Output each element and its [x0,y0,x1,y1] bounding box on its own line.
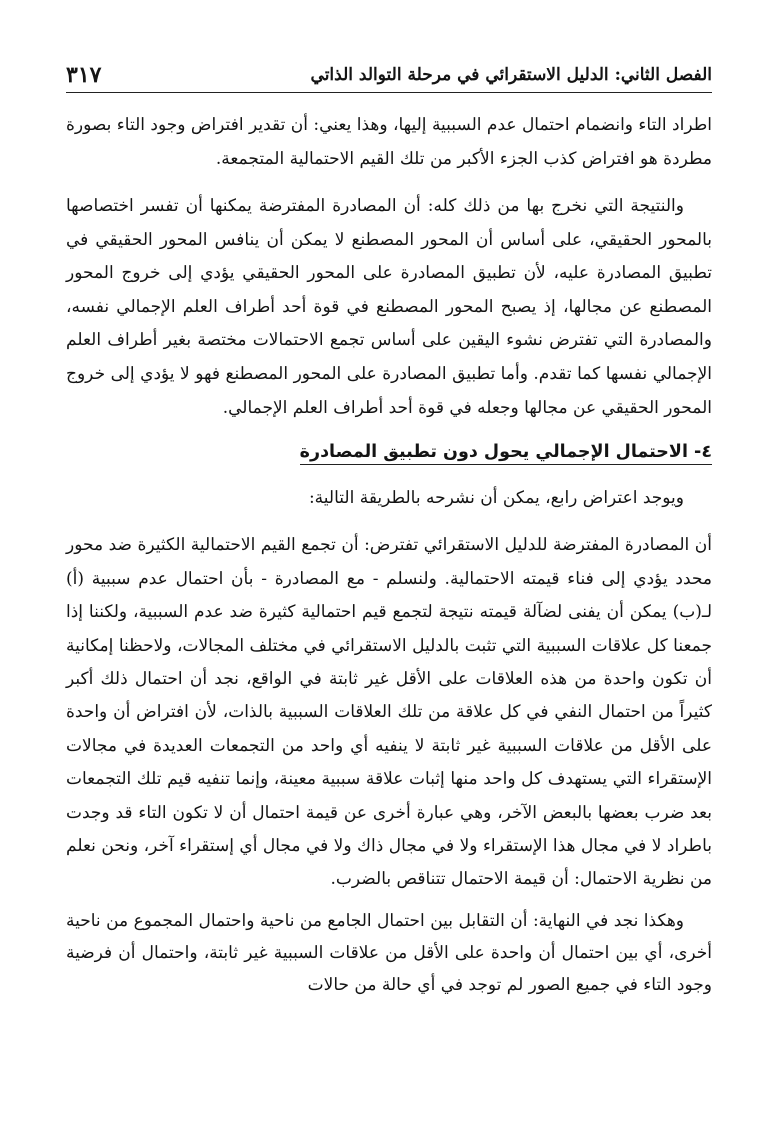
paragraph-2: والنتيجة التي نخرج بها من ذلك كله: أن المصادرة المفترضة يمكنها أن تفسر اختصاصها بالمحور الحقيقي، على أساس أن المحور المصطنع لا يمكن أن ينافس المحور الحقيقي في تطبيق المصادرة عليه، لأن تطبيق المصادرة على المحور الحقيقي يؤدي إلى خروج المحور المصطنع عن مجالها، إذ يصبح المحور المصطنع في قوة أحد أطراف العلم الإجمالي نفسه، والمصادرة التي تفترض نشوء اليقين على أساس تجمع الاحتمالات مختصة بغير أطراف العلم الإجمالي نفسها كما تقدم. وأما تطبيق المصادرة على المحور المصطنع فهو لا يؤدي إلى خروج المحور الحقيقي عن مجالها وجعله في قوة أحد أطراف العلم الإجمالي. [66,196,712,418]
paragraph-4: أن المصادرة المفترضة للدليل الاستقرائي تفترض: أن تجمع القيم الاحتمالية الكثيرة ضد محور محدد يؤدي إلى فناء قيمته الاحتمالية. ولنسلم - مع المصادرة - بأن احتمال عدم سببية (أ) لـ(ب) يمكن أن يفنى لضآلة قيمته نتيجة لتجمع قيم احتمالية كثيرة ضد عدم السببية، ولكننا إذا جمعنا كل علاقات السببية التي تثبت بالدليل الاستقرائي في مختلف المجالات، ولاحظنا إمكانية أن تكون واحدة من هذه العلاقات على الأقل غير ثابتة في الواقع، نجد أن احتمال ذلك أكبر كثيراً من احتمال النفي في كل علاقة من تلك العلاقات السببية بالذات، لأن افتراض أن واحدة على الأقل من علاقات السببية غير ثابتة لا ينفيه أي واحد من التجمعات العديدة في مجالات الإستقراء التي يستهدف كل واحد منها إثبات علاقة سببية معينة، وإنما تنفيه قيم تلك التجمعات بعد ضرب بعضها بالبعض الآخر، وهي عبارة أخرى عن قيمة احتمال أن لا تكون التاء قد وجدت باطراد لا في مجال هذا الإستقراء ولا في مجال ذاك ولا في مجال أي إستقراء آخر، ونحن نعلم من نظرية الاحتمال: أن قيمة الاحتمال تتناقص بالضرب. [66,535,712,890]
paragraph-1: اطراد التاء وانضمام احتمال عدم السببية إليها، وهذا يعني: أن تقدير افتراض وجود التاء بصورة مطردة هو افتراض كذب الجزء الأكبر من تلك القيم الاحتمالية المتجمعة. [66,115,712,169]
header-rule [66,92,712,93]
page-number: ٣١٧ [66,62,102,88]
paragraph-5: وهكذا نجد في النهاية: أن التقابل بين احتمال الجامع من ناحية واحتمال المجموع من ناحية أخرى، أي بين احتمال أن واحدة على الأقل من علاقات السببية غير ثابتة، واحتمال أن فرضية وجود التاء في جميع الصور لم توجد في أي حالة من حالات [66,910,712,995]
section-heading [66,435,712,469]
section-heading-text: ٤- الاحتمال الإجمالي يحول دون تطبيق المصادرة [300,442,712,465]
running-title: الفصل الثاني: الدليل الاستقرائي في مرحلة التوالد الذاتي [310,65,712,85]
page-header [66,58,712,92]
page-body [66,108,712,1013]
paragraph-3: ويوجد اعتراض رابع، يمكن أن نشرحه بالطريقة التالية: [308,488,684,509]
